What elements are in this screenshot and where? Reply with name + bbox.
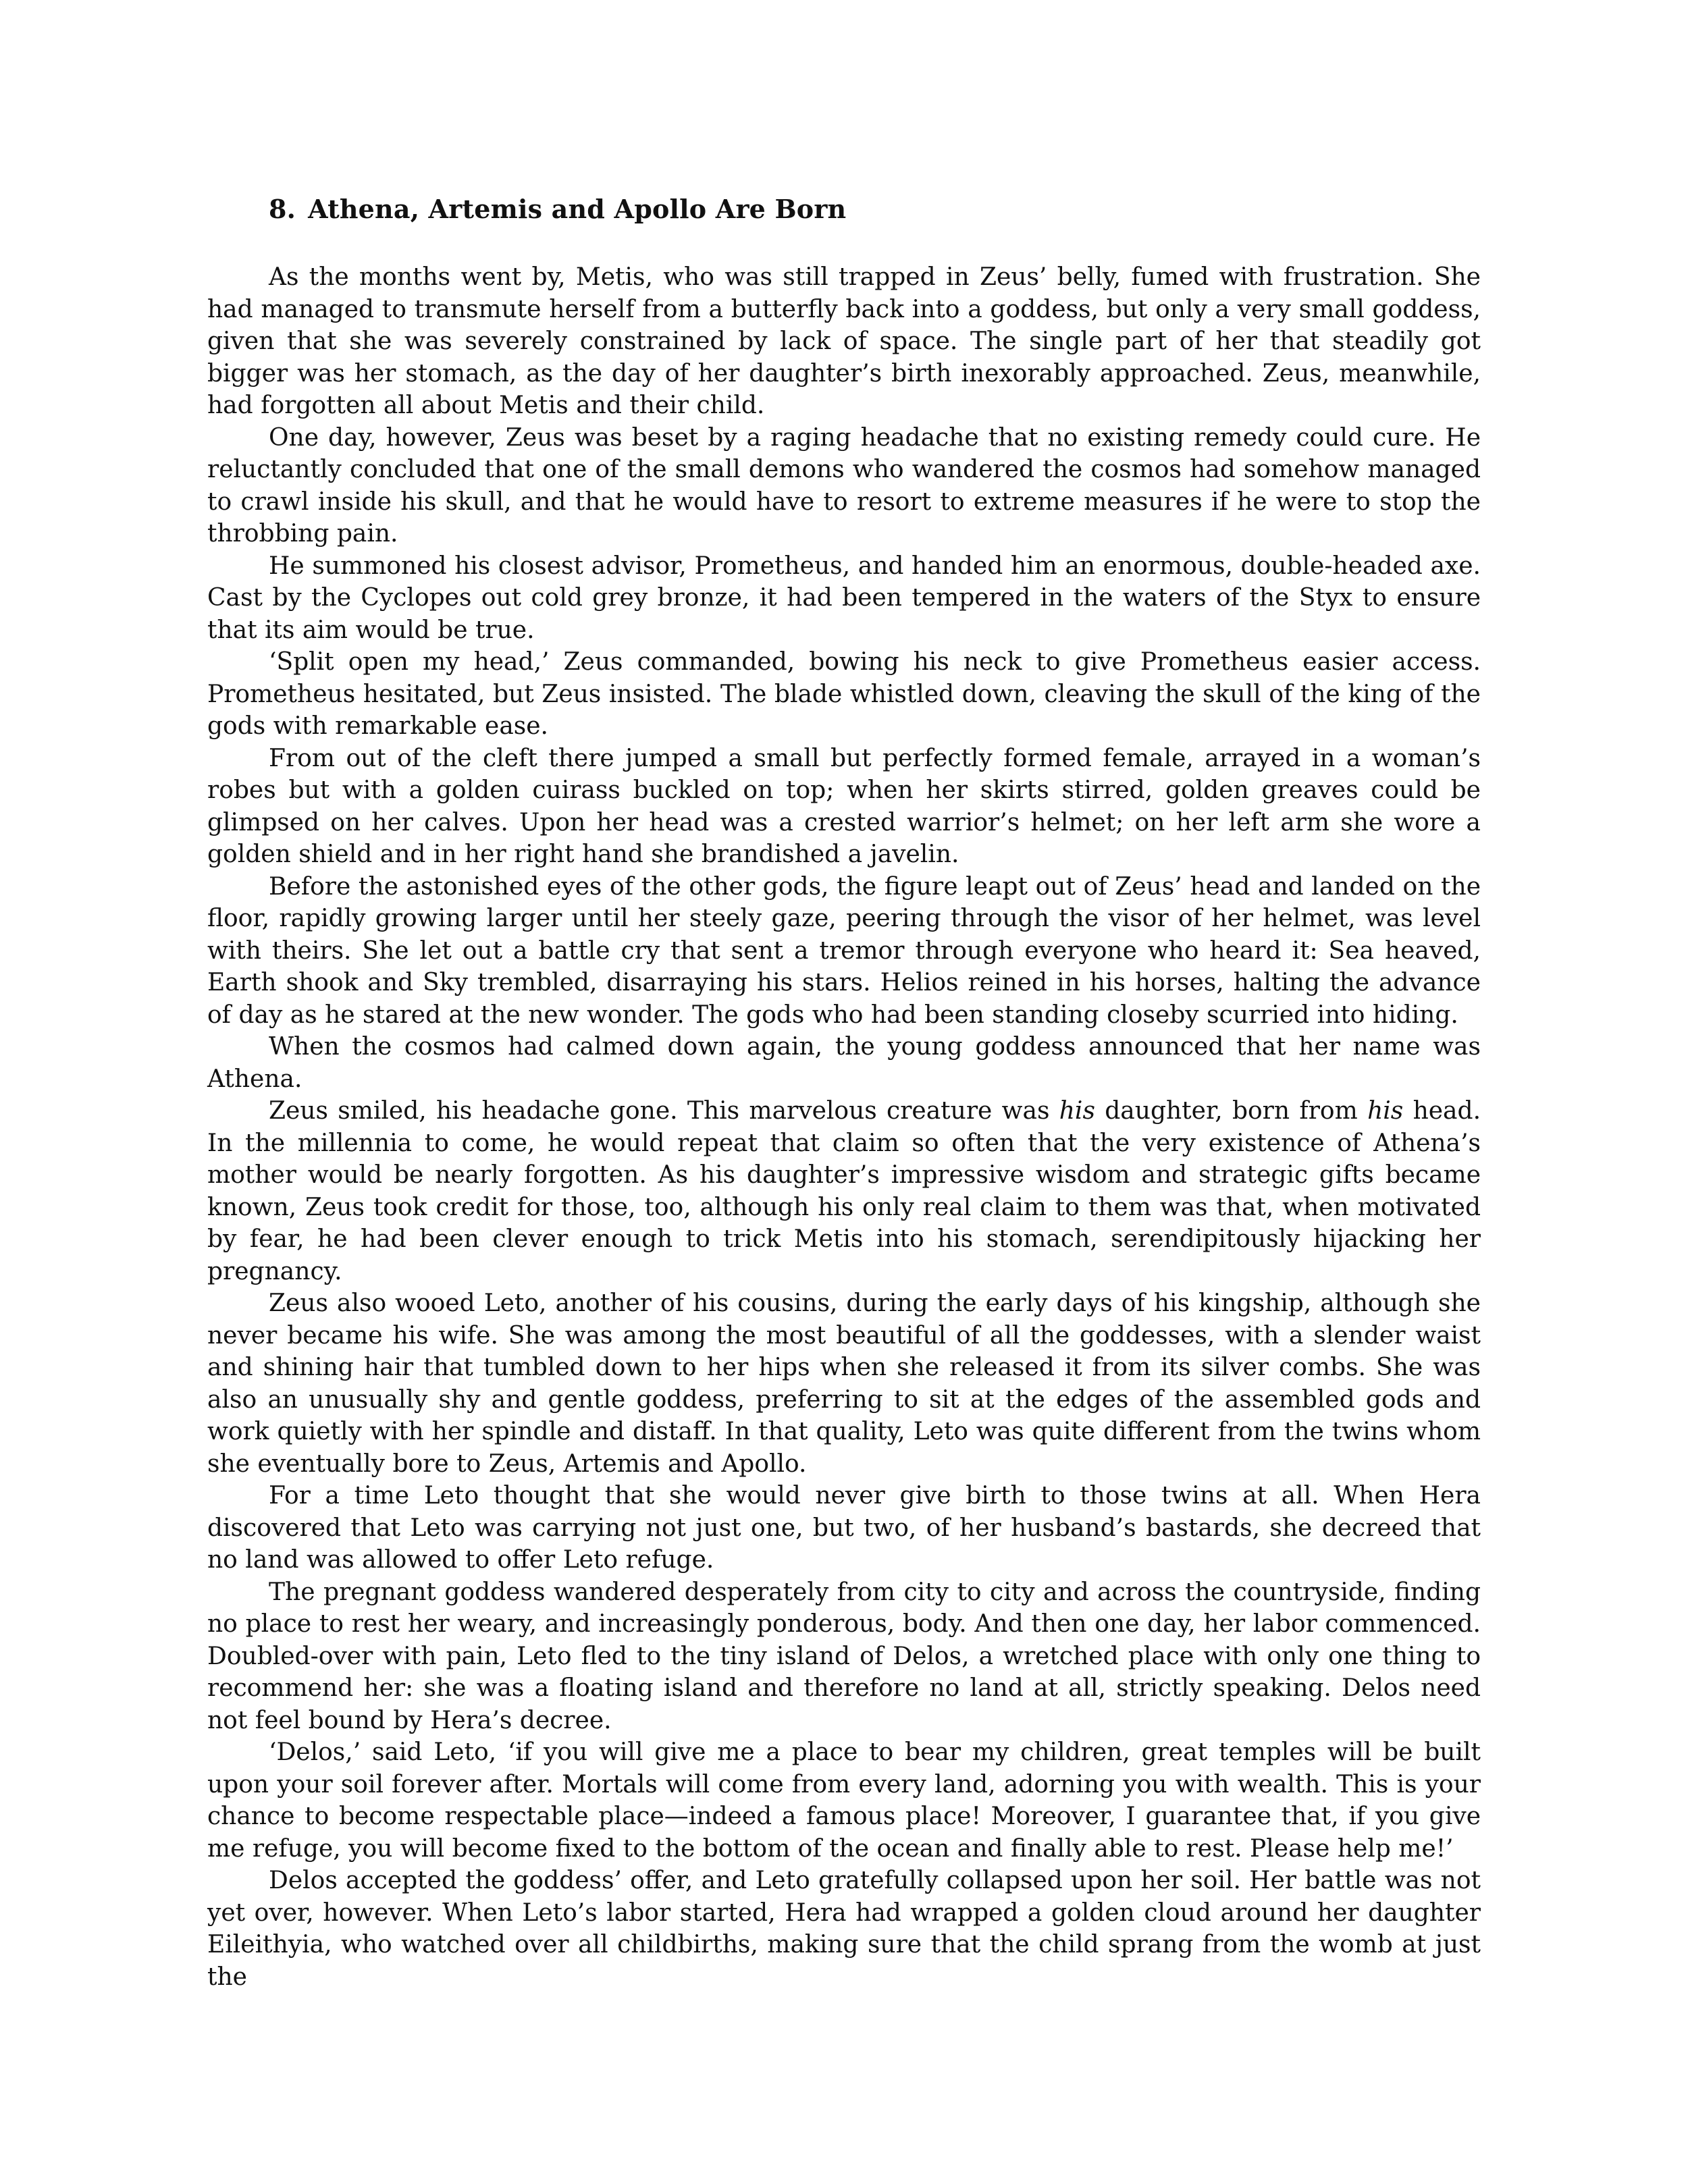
paragraph [207,261,1481,422]
paragraph [207,422,1481,550]
paragraph [207,1480,1481,1576]
paragraph-text: Zeus also wooed Leto, another of his cousins, during the early days of his kingship, although she never became his wife. She was among the most beautiful of all the goddesses, with a slender waist and shining hair that tumbled down to her hips when she released it from its silver combs. She was also an unusually shy and gentle goddess, preferring to sit at the edges of the assembled gods and work quietly with her spindle and distaff. In that quality, Leto was quite different from the twins whom she eventually bore to Zeus, Artemis and Apollo. [207,1289,1481,1478]
paragraph [207,871,1481,1032]
paragraph [207,550,1481,647]
paragraph-text: As the months went by, Metis, who was still trapped in Zeus’ belly, fumed with frustration. She had managed to transmute herself from a butterfly back into a goddess, but only a very small goddess, given that she was severely constrained by lack of space. The single part of her that steadily got bigger was her stomach, as the day of her daughter’s birth inexorably approached. Zeus, meanwhile, had forgotten all about Metis and their child. [207,263,1481,419]
paragraph [207,1865,1481,1993]
paragraph-text: ‘Delos,’ said Leto, ‘if you will give me a place to bear my children, great temples will be built upon your soil forever after. Mortals will come from every land, adorning you with wealth. This is your chance to become respectable place—indeed a famous place! Moreover, I guarantee that, if you give me refuge, you will become fixed to the bottom of the ocean and finally able to rest. Please help me!’ [207,1738,1481,1863]
chapter-number: 8. [269,194,296,224]
paragraph-text: For a time Leto thought that she would never give birth to those twins at all. When Hera discovered that Leto was carrying not just one, but two, of her husband’s bastards, she decreed that no land was allowed to offer Leto refuge. [207,1482,1481,1574]
paragraph-text: When the cosmos had calmed down again, the young goddess announced that her name was Athena. [207,1033,1481,1093]
paragraph-text: The pregnant goddess wandered desperately from city to city and across the countryside, finding no place to rest her weary, and increasingly ponderous, body. And then one day, her labor commenced. Doubled-over with pain, Leto fled to the tiny island of Delos, a wretched place with only one thing to recommend her: she was a floating island and therefore no land at all, strictly speaking. Delos need not feel bound by Hera’s decree. [207,1578,1481,1734]
paragraph-text: Before the astonished eyes of the other gods, the figure leapt out of Zeus’ head and landed on the floor, rapidly growing larger until her steely gaze, peering through the visor of her helmet, was level with theirs. She let out a battle cry that sent a tremor through everyone who heard it: Sea heaved, Earth shook and Sky trembled, disarraying his stars. Helios reined in his horses, halting the advance of day as he stared at the new wonder. The gods who had been standing closeby scurried into hiding. [207,872,1481,1029]
paragraph-text: One day, however, Zeus was beset by a raging headache that no existing remedy could cure. He reluctantly concluded that one of the small demons who wandered the cosmos had somehow managed to crawl inside his skull, and that he would have to resort to extreme measures if he were to stop the throbbing pain. [207,423,1481,548]
paragraph-text: ‘Split open my head,’ Zeus commanded, bowing his neck to give Prometheus easier access. Prometheus hesitated, but Zeus insisted. The blade whistled down, cleaving the skull of the king of the gods with remarkable ease. [207,648,1481,740]
paragraph-text: Zeus smiled, his headache gone. This marvelous creature was [269,1097,1059,1125]
emphasis: his [1059,1097,1095,1125]
paragraph-text: head. In the millennia to come, he would repeat that claim so often that the very existence of Athena’s mother would be nearly forgotten. As his daughter’s impressive wisdom and strategic gifts became known, Zeus took credit for those, too, although his only real claim to them was that, when motivated by fear, he had been clever enough to trick Metis into his stomach, serendipitously hijacking her pregnancy. [207,1097,1481,1285]
paragraph [207,1576,1481,1737]
chapter-heading [207,192,1481,226]
paragraph [207,1736,1481,1865]
paragraph-text: He summoned his closest advisor, Prometheus, and handed him an enormous, double-headed axe. Cast by the Cyclopes out cold grey bronze, it had been tempered in the waters of the Styx to ensure that its aim would be true. [207,552,1481,644]
paragraph [207,1287,1481,1480]
chapter-title: Athena, Artemis and Apollo Are Born [308,194,847,224]
paragraph [207,743,1481,871]
book-page [207,192,1481,1993]
paragraph-text: From out of the cleft there jumped a small but perfectly formed female, arrayed in a woman’s robes but with a golden cuirass buckled on top; when her skirts stirred, golden greaves could be glimpsed on her calves. Upon her head was a crested warrior’s helmet; on her left arm she wore a golden shield and in her right hand she brandished a javelin. [207,744,1481,868]
paragraph-text: Delos accepted the goddess’ offer, and Leto gratefully collapsed upon her soil. Her battle was not yet over, however. When Leto’s labor started, Hera had wrapped a golden cloud around her daughter Eileithyia, who watched over all childbirths, making sure that the child sprang from the womb at just the [207,1867,1481,1991]
emphasis: his [1367,1097,1404,1125]
paragraph [207,646,1481,743]
paragraph [207,1095,1481,1287]
paragraph-text: daughter, born from [1094,1097,1368,1125]
paragraph [207,1031,1481,1095]
